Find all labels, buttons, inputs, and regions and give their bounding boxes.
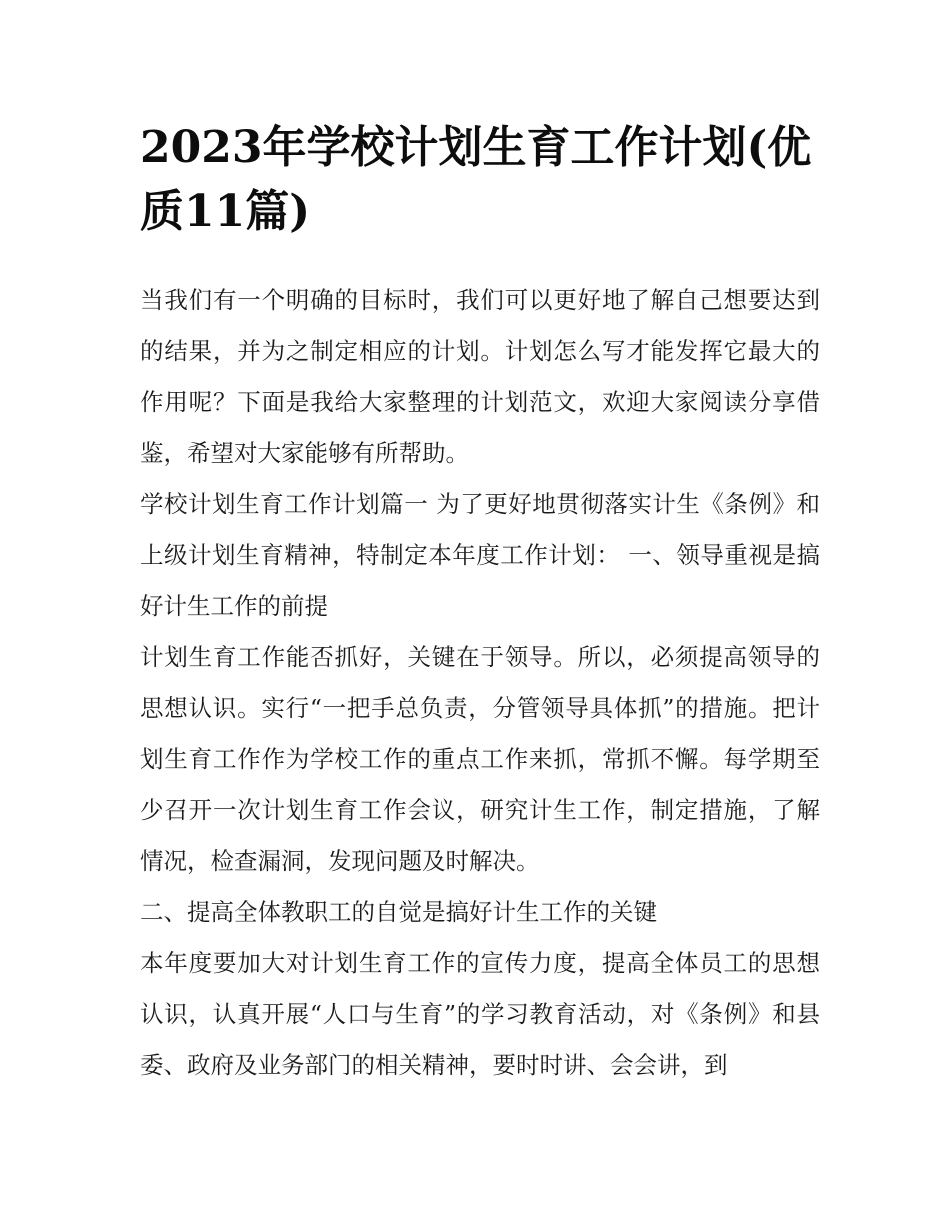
document-title: 2023年学校计划生育工作计划(优质11篇) bbox=[140, 122, 812, 237]
paragraph-section-2-heading: 二、提高全体教职工的自觉是搞好计生工作的关键 bbox=[140, 898, 657, 926]
document-body bbox=[140, 275, 820, 1091]
paragraph-publicity: 本年度要加大对计划生育工作的宣传力度，提高全体员工的思想认识，认真开展“人口与生育”的学习教育活动，对《条例》和县委、政府及业务部门的相关精神，要时时讲、会会讲，到 bbox=[140, 949, 820, 1079]
paragraph-intro: 当我们有一个明确的目标时，我们可以更好地了解自己想要达到的结果，并为之制定相应的计划。计划怎么写才能发挥它最大的作用呢？下面是我给大家整理的计划范文，欢迎大家阅读分享借鉴，希望对大家能够有所帮助。 bbox=[140, 286, 820, 467]
paragraph-leadership: 计划生育工作能否抓好，关键在于领导。所以，必须提高领导的思想认识。实行“一把手总负责，分管领导具体抓”的措施。把计划生育工作作为学校工作的重点工作来抓，常抓不懈。每学期至少召开一次计划生育工作会议，研究计生工作，制定措施，了解情况，检查漏洞，发现问题及时解决。 bbox=[140, 643, 820, 875]
paragraph-section-1-heading: 学校计划生育工作计划篇一 为了更好地贯彻落实计生《条例》和上级计划生育精神，特制定本年度工作计划： 一、领导重视是搞好计生工作的前提 bbox=[140, 490, 820, 620]
